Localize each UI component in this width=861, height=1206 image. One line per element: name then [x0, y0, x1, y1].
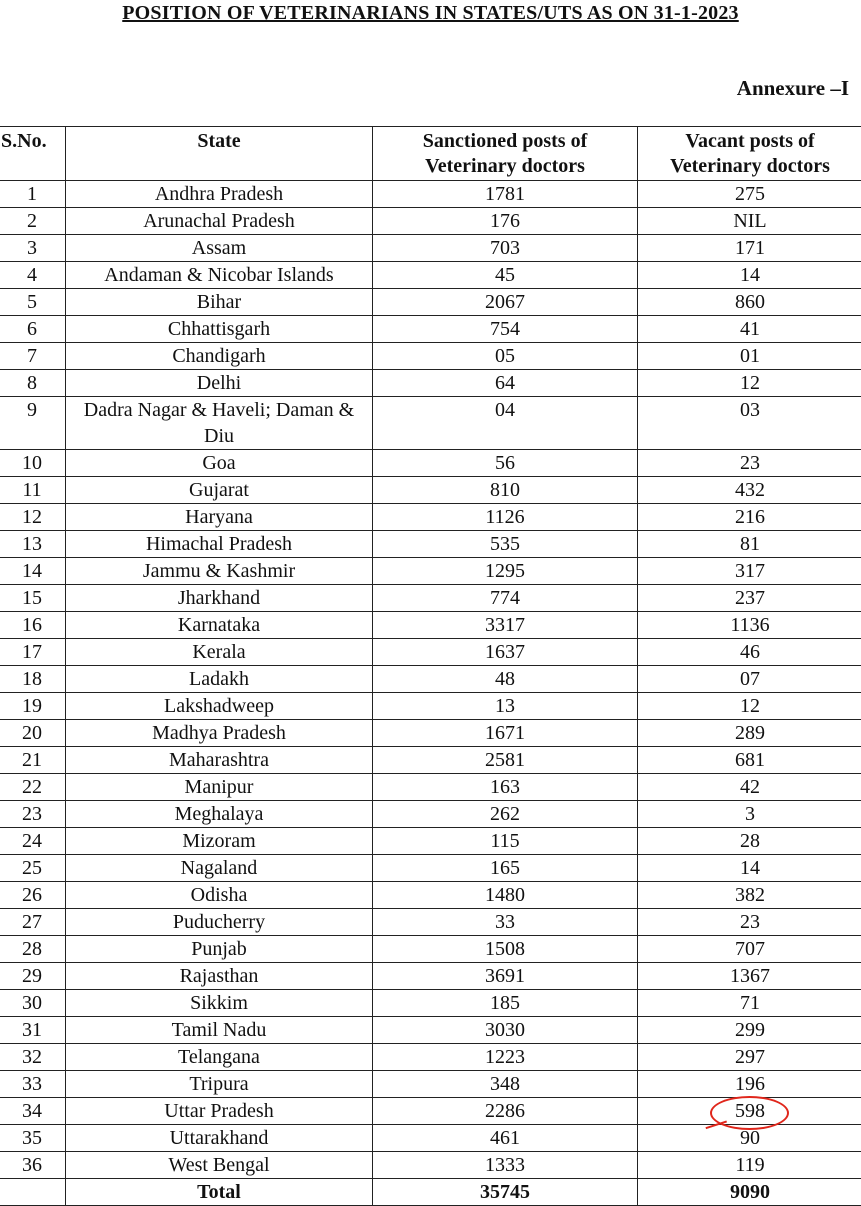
row-vacant: 382 — [638, 882, 861, 909]
row-sno: 2 — [0, 208, 66, 235]
row-vacant: 1136 — [638, 612, 861, 639]
row-sno: 15 — [0, 585, 66, 612]
row-vacant: 860 — [638, 289, 861, 316]
row-state: Goa — [66, 450, 373, 477]
total-sanctioned: 35745 — [373, 1179, 638, 1206]
table-row — [0, 774, 861, 801]
table-row — [0, 612, 861, 639]
header-row — [0, 127, 861, 181]
table-row — [0, 720, 861, 747]
veterinarians-table — [0, 126, 861, 1206]
row-vacant: 23 — [638, 450, 861, 477]
row-vacant: 46 — [638, 639, 861, 666]
row-sanctioned: 535 — [373, 531, 638, 558]
total-row — [0, 1179, 861, 1206]
document-title: POSITION OF VETERINARIANS IN STATES/UTS AS ON 31-1-2023 — [0, 2, 861, 25]
row-sno: 16 — [0, 612, 66, 639]
row-sanctioned: 163 — [373, 774, 638, 801]
row-state: Telangana — [66, 1044, 373, 1071]
row-sno: 32 — [0, 1044, 66, 1071]
row-sanctioned: 04 — [373, 397, 638, 450]
row-sno: 26 — [0, 882, 66, 909]
row-vacant: 28 — [638, 828, 861, 855]
row-vacant: 289 — [638, 720, 861, 747]
table-row — [0, 558, 861, 585]
row-sno: 5 — [0, 289, 66, 316]
row-sno: 13 — [0, 531, 66, 558]
row-vacant: 196 — [638, 1071, 861, 1098]
row-state: Jammu & Kashmir — [66, 558, 373, 585]
row-sanctioned: 115 — [373, 828, 638, 855]
row-sanctioned: 1295 — [373, 558, 638, 585]
row-state: Himachal Pradesh — [66, 531, 373, 558]
row-sno: 10 — [0, 450, 66, 477]
row-vacant: 23 — [638, 909, 861, 936]
row-sanctioned: 348 — [373, 1071, 638, 1098]
row-vacant: 432 — [638, 477, 861, 504]
table-row — [0, 370, 861, 397]
row-vacant: 03 — [638, 397, 861, 450]
row-state: Kerala — [66, 639, 373, 666]
row-state: Andhra Pradesh — [66, 181, 373, 208]
table-row — [0, 909, 861, 936]
row-vacant: 681 — [638, 747, 861, 774]
row-state: Delhi — [66, 370, 373, 397]
table-row — [0, 639, 861, 666]
table-row — [0, 289, 861, 316]
row-sno: 21 — [0, 747, 66, 774]
row-vacant: 90 — [638, 1125, 861, 1152]
row-sanctioned: 1671 — [373, 720, 638, 747]
row-sanctioned: 2067 — [373, 289, 638, 316]
row-state: West Bengal — [66, 1152, 373, 1179]
row-vacant — [638, 1098, 861, 1125]
row-vacant: 07 — [638, 666, 861, 693]
row-sno: 9 — [0, 397, 66, 450]
row-sanctioned: 774 — [373, 585, 638, 612]
table-row — [0, 477, 861, 504]
table-row — [0, 397, 861, 450]
row-vacant: 12 — [638, 693, 861, 720]
row-vacant: 12 — [638, 370, 861, 397]
row-vacant: 707 — [638, 936, 861, 963]
row-sanctioned: 2286 — [373, 1098, 638, 1125]
table-row — [0, 936, 861, 963]
table-row — [0, 693, 861, 720]
row-vacant: 3 — [638, 801, 861, 828]
row-state: Odisha — [66, 882, 373, 909]
row-state: Jharkhand — [66, 585, 373, 612]
table-row — [0, 343, 861, 370]
row-sno: 20 — [0, 720, 66, 747]
row-sno: 11 — [0, 477, 66, 504]
row-sno: 31 — [0, 1017, 66, 1044]
table-row — [0, 1071, 861, 1098]
table-row — [0, 585, 861, 612]
row-sanctioned: 461 — [373, 1125, 638, 1152]
row-sanctioned: 1637 — [373, 639, 638, 666]
row-state: Tripura — [66, 1071, 373, 1098]
row-sno: 22 — [0, 774, 66, 801]
row-state: Tamil Nadu — [66, 1017, 373, 1044]
total-sno-cell — [0, 1179, 66, 1206]
row-sanctioned: 13 — [373, 693, 638, 720]
row-sno: 36 — [0, 1152, 66, 1179]
table-row — [0, 316, 861, 343]
row-sno: 33 — [0, 1071, 66, 1098]
table-row — [0, 1098, 861, 1125]
row-sanctioned: 3691 — [373, 963, 638, 990]
row-sanctioned: 1126 — [373, 504, 638, 531]
header-sno: S.No. — [0, 127, 66, 181]
row-sno: 23 — [0, 801, 66, 828]
row-sno: 8 — [0, 370, 66, 397]
total-label: Total — [66, 1179, 373, 1206]
table-row — [0, 1152, 861, 1179]
row-sanctioned: 1333 — [373, 1152, 638, 1179]
table-row — [0, 990, 861, 1017]
row-state: Uttar Pradesh — [66, 1098, 373, 1125]
row-sanctioned: 33 — [373, 909, 638, 936]
table-row — [0, 504, 861, 531]
row-vacant: 119 — [638, 1152, 861, 1179]
row-sanctioned: 165 — [373, 855, 638, 882]
row-sanctioned: 703 — [373, 235, 638, 262]
row-sanctioned: 754 — [373, 316, 638, 343]
row-state: Bihar — [66, 289, 373, 316]
table-row — [0, 531, 861, 558]
row-vacant: 42 — [638, 774, 861, 801]
annexure-label: Annexure –I — [737, 76, 849, 101]
table-row — [0, 1017, 861, 1044]
row-sanctioned: 3317 — [373, 612, 638, 639]
row-sanctioned: 1223 — [373, 1044, 638, 1071]
row-vacant: 317 — [638, 558, 861, 585]
row-state: Assam — [66, 235, 373, 262]
row-state: Manipur — [66, 774, 373, 801]
table-body — [0, 181, 861, 1179]
row-sno: 34 — [0, 1098, 66, 1125]
table-row — [0, 828, 861, 855]
header-vacant: Vacant posts of Veterinary doctors — [638, 127, 861, 181]
row-sanctioned: 45 — [373, 262, 638, 289]
row-sanctioned: 3030 — [373, 1017, 638, 1044]
table-row — [0, 855, 861, 882]
table-row — [0, 1044, 861, 1071]
row-sanctioned: 262 — [373, 801, 638, 828]
row-vacant: 81 — [638, 531, 861, 558]
table-row — [0, 801, 861, 828]
header-sanctioned: Sanctioned posts of Veterinary doctors — [373, 127, 638, 181]
row-vacant: 171 — [638, 235, 861, 262]
row-vacant: 275 — [638, 181, 861, 208]
table-row — [0, 235, 861, 262]
row-sno: 12 — [0, 504, 66, 531]
table-row — [0, 181, 861, 208]
row-sno: 24 — [0, 828, 66, 855]
row-state: Chandigarh — [66, 343, 373, 370]
row-sno: 28 — [0, 936, 66, 963]
row-state: Andaman & Nicobar Islands — [66, 262, 373, 289]
row-sno: 25 — [0, 855, 66, 882]
row-sanctioned: 05 — [373, 343, 638, 370]
row-sno: 18 — [0, 666, 66, 693]
row-state: Haryana — [66, 504, 373, 531]
row-sanctioned: 810 — [373, 477, 638, 504]
circled-value: 598 — [735, 1098, 765, 1124]
row-state: Rajasthan — [66, 963, 373, 990]
row-sno: 1 — [0, 181, 66, 208]
row-sno: 4 — [0, 262, 66, 289]
row-sanctioned: 64 — [373, 370, 638, 397]
row-sno: 35 — [0, 1125, 66, 1152]
row-sanctioned: 185 — [373, 990, 638, 1017]
table-row — [0, 963, 861, 990]
table-row — [0, 1125, 861, 1152]
row-state: Mizoram — [66, 828, 373, 855]
row-vacant: 71 — [638, 990, 861, 1017]
row-sanctioned: 176 — [373, 208, 638, 235]
row-vacant: 299 — [638, 1017, 861, 1044]
row-sno: 27 — [0, 909, 66, 936]
row-state: Sikkim — [66, 990, 373, 1017]
table-row — [0, 262, 861, 289]
row-sanctioned: 1781 — [373, 181, 638, 208]
row-state: Lakshadweep — [66, 693, 373, 720]
row-sanctioned: 1508 — [373, 936, 638, 963]
row-sno: 14 — [0, 558, 66, 585]
row-sanctioned: 1480 — [373, 882, 638, 909]
table-row — [0, 666, 861, 693]
row-vacant: NIL — [638, 208, 861, 235]
row-sanctioned: 48 — [373, 666, 638, 693]
table-row — [0, 747, 861, 774]
row-sno: 6 — [0, 316, 66, 343]
total-vacant: 9090 — [638, 1179, 861, 1206]
row-sno: 3 — [0, 235, 66, 262]
row-state: Punjab — [66, 936, 373, 963]
row-vacant: 14 — [638, 855, 861, 882]
row-state: Karnataka — [66, 612, 373, 639]
row-state: Gujarat — [66, 477, 373, 504]
row-sanctioned: 2581 — [373, 747, 638, 774]
row-state: Ladakh — [66, 666, 373, 693]
row-vacant: 01 — [638, 343, 861, 370]
table-row — [0, 450, 861, 477]
row-state: Nagaland — [66, 855, 373, 882]
table-row — [0, 208, 861, 235]
row-state: Madhya Pradesh — [66, 720, 373, 747]
row-state: Maharashtra — [66, 747, 373, 774]
row-sanctioned: 56 — [373, 450, 638, 477]
row-sno: 7 — [0, 343, 66, 370]
row-vacant: 1367 — [638, 963, 861, 990]
row-vacant: 216 — [638, 504, 861, 531]
row-sno: 29 — [0, 963, 66, 990]
row-state: Chhattisgarh — [66, 316, 373, 343]
row-sno: 17 — [0, 639, 66, 666]
row-state: Dadra Nagar & Haveli; Daman & Diu — [66, 397, 373, 450]
row-vacant: 237 — [638, 585, 861, 612]
row-state: Puducherry — [66, 909, 373, 936]
table-row — [0, 882, 861, 909]
row-sno: 30 — [0, 990, 66, 1017]
row-vacant: 41 — [638, 316, 861, 343]
row-vacant: 297 — [638, 1044, 861, 1071]
row-sno: 19 — [0, 693, 66, 720]
header-state: State — [66, 127, 373, 181]
row-state: Arunachal Pradesh — [66, 208, 373, 235]
row-state: Meghalaya — [66, 801, 373, 828]
row-state: Uttarakhand — [66, 1125, 373, 1152]
row-vacant: 14 — [638, 262, 861, 289]
